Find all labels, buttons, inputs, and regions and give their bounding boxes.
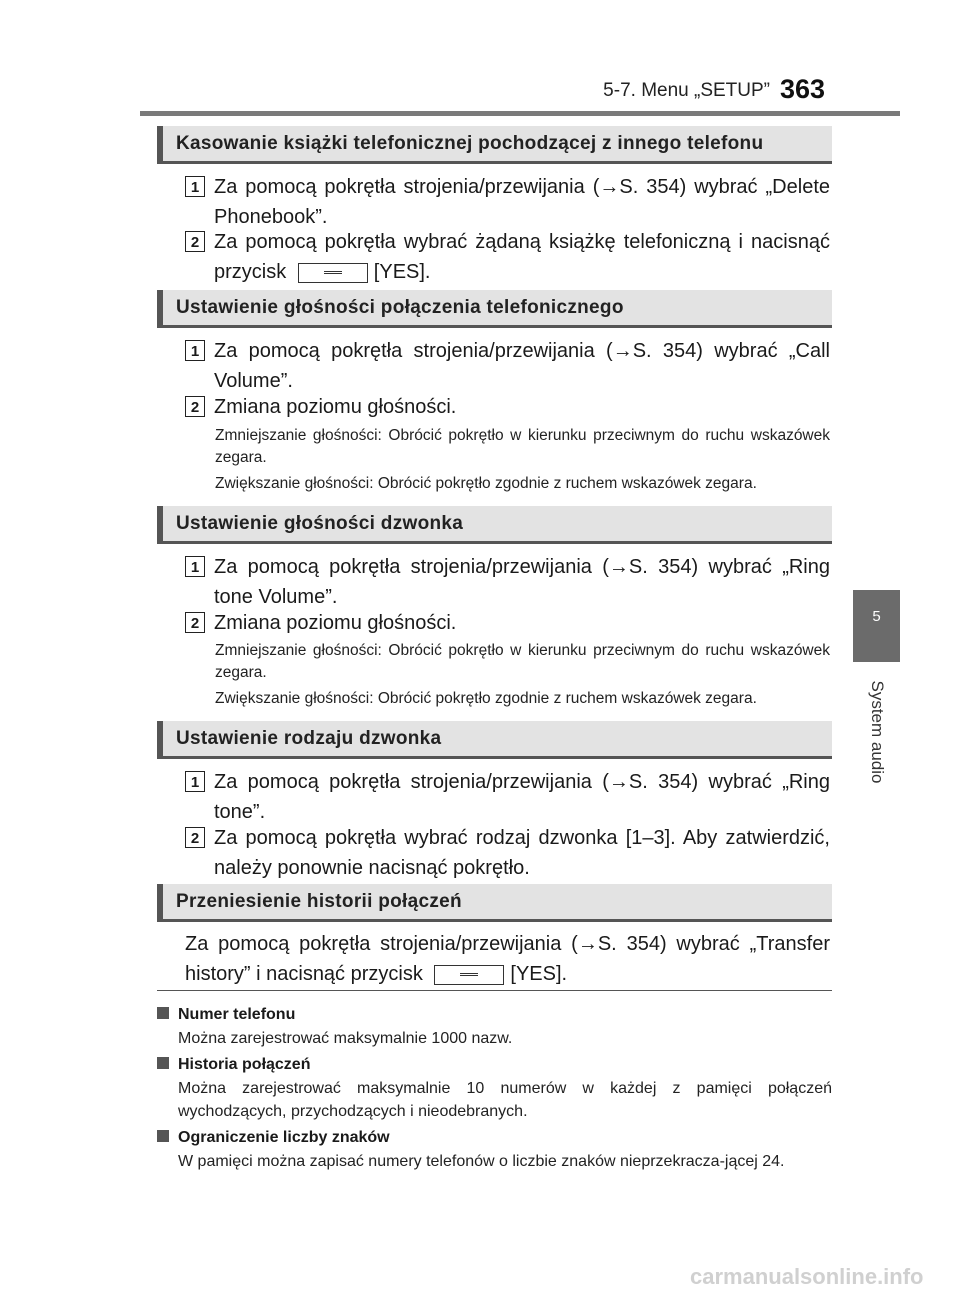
step-number: 2 (185, 231, 205, 252)
section-heading: Przeniesienie historii połączeń (157, 884, 832, 922)
step-text-part: Za pomocą pokrętła wybrać żądaną książkę telefoniczną i nacisnąć przycisk (214, 231, 830, 283)
note-text: Zwiększanie głośności: Obrócić pokrętło zgodnie z ruchem wskazówek zegara. (215, 690, 757, 707)
step-number: 1 (185, 176, 205, 197)
step-number: 1 (185, 340, 205, 361)
step-text-part: [YES]. (373, 261, 431, 283)
running-header-title: 5-7. Menu „SETUP” (603, 80, 770, 101)
info-block (157, 1053, 832, 1123)
info-block (157, 1126, 832, 1173)
step-number: 1 (185, 771, 205, 792)
paragraph (156, 929, 830, 989)
info-body: W pamięci można zapisać numery telefonów o liczbie znaków nieprzekracza-jącej 24. (178, 1153, 785, 1170)
step (185, 392, 830, 422)
step-text: Za pomocą pokrętła strojenia/przewijania (→S. 354) wybrać „Call Volume”. (214, 340, 830, 392)
info-block (157, 1003, 832, 1050)
section-heading: Ustawienie głośności połączenia telefonicznego (157, 290, 832, 328)
section-heading: Kasowanie książki telefonicznej pochodzącej z innego telefonu (157, 126, 832, 164)
note-text: Zwiększanie głośności: Obrócić pokrętło zgodnie z ruchem wskazówek zegara. (215, 475, 757, 492)
note-text: Zmniejszanie głośności: Obrócić pokrętło w kierunku przeciwnym do ruchu wskazówek zegara. (215, 427, 830, 466)
page-number: 363 (780, 74, 826, 104)
paragraph-text (185, 929, 830, 989)
square-bullet-icon (157, 1007, 169, 1019)
header-rule (140, 111, 900, 116)
step (185, 767, 830, 827)
section-divider (157, 990, 832, 991)
step-text: Za pomocą pokrętła strojenia/przewijania (→S. 354) wybrać „Delete Phonebook”. (214, 176, 830, 228)
section-heading: Ustawienie rodzaju dzwonka (157, 721, 832, 759)
step-text: Za pomocą pokrętła strojenia/przewijania (→S. 354) wybrać „Ring tone Volume”. (214, 556, 830, 608)
watermark: carmanualsonline.info (690, 1264, 924, 1289)
step (185, 336, 830, 396)
info-body: Można zarejestrować maksymalnie 10 numerów w każdej z pamięci połączeń wychodzących, przychodzących i nieodebranych. (178, 1080, 832, 1120)
step (185, 172, 830, 232)
paragraph-text-part: Za pomocą pokrętła strojenia/przewijania (→S. 354) wybrać „Transfer history” i nacisnąć przycisk (185, 933, 830, 985)
step-text (214, 227, 830, 287)
step (185, 552, 830, 612)
paragraph-text-part: [YES]. (510, 963, 568, 985)
step-text: Za pomocą pokrętła strojenia/przewijania (→S. 354) wybrać „Ring tone”. (214, 771, 830, 823)
info-title: Ograniczenie liczby znaków (178, 1129, 390, 1146)
enter-button-icon (298, 263, 368, 283)
square-bullet-icon (157, 1057, 169, 1069)
step (185, 823, 830, 883)
step (185, 608, 830, 638)
step-number: 2 (185, 612, 205, 633)
chapter-label-text: System audio (868, 680, 887, 784)
section-heading: Ustawienie głośności dzwonka (157, 506, 832, 544)
step-number: 1 (185, 556, 205, 577)
enter-button-icon (434, 965, 504, 985)
step-number: 2 (185, 396, 205, 417)
step-number: 2 (185, 827, 205, 848)
info-title: Numer telefonu (178, 1006, 296, 1023)
chapter-tab (853, 590, 900, 662)
chapter-label (862, 672, 892, 792)
info-body: Można zarejestrować maksymalnie 1000 nazw. (178, 1030, 513, 1047)
note-text: Zmniejszanie głośności: Obrócić pokrętło w kierunku przeciwnym do ruchu wskazówek zegara. (215, 642, 830, 681)
info-title: Historia połączeń (178, 1056, 311, 1073)
chapter-number: 5 (872, 608, 881, 625)
step-text: Zmiana poziomu głośności. (214, 396, 457, 418)
step-text: Zmiana poziomu głośności. (214, 612, 457, 634)
step-text: Za pomocą pokrętła wybrać rodzaj dzwonka [1–3]. Aby zatwierdzić, należy ponownie nacisnąć pokrętło. (214, 827, 830, 879)
square-bullet-icon (157, 1130, 169, 1142)
step (185, 227, 830, 287)
